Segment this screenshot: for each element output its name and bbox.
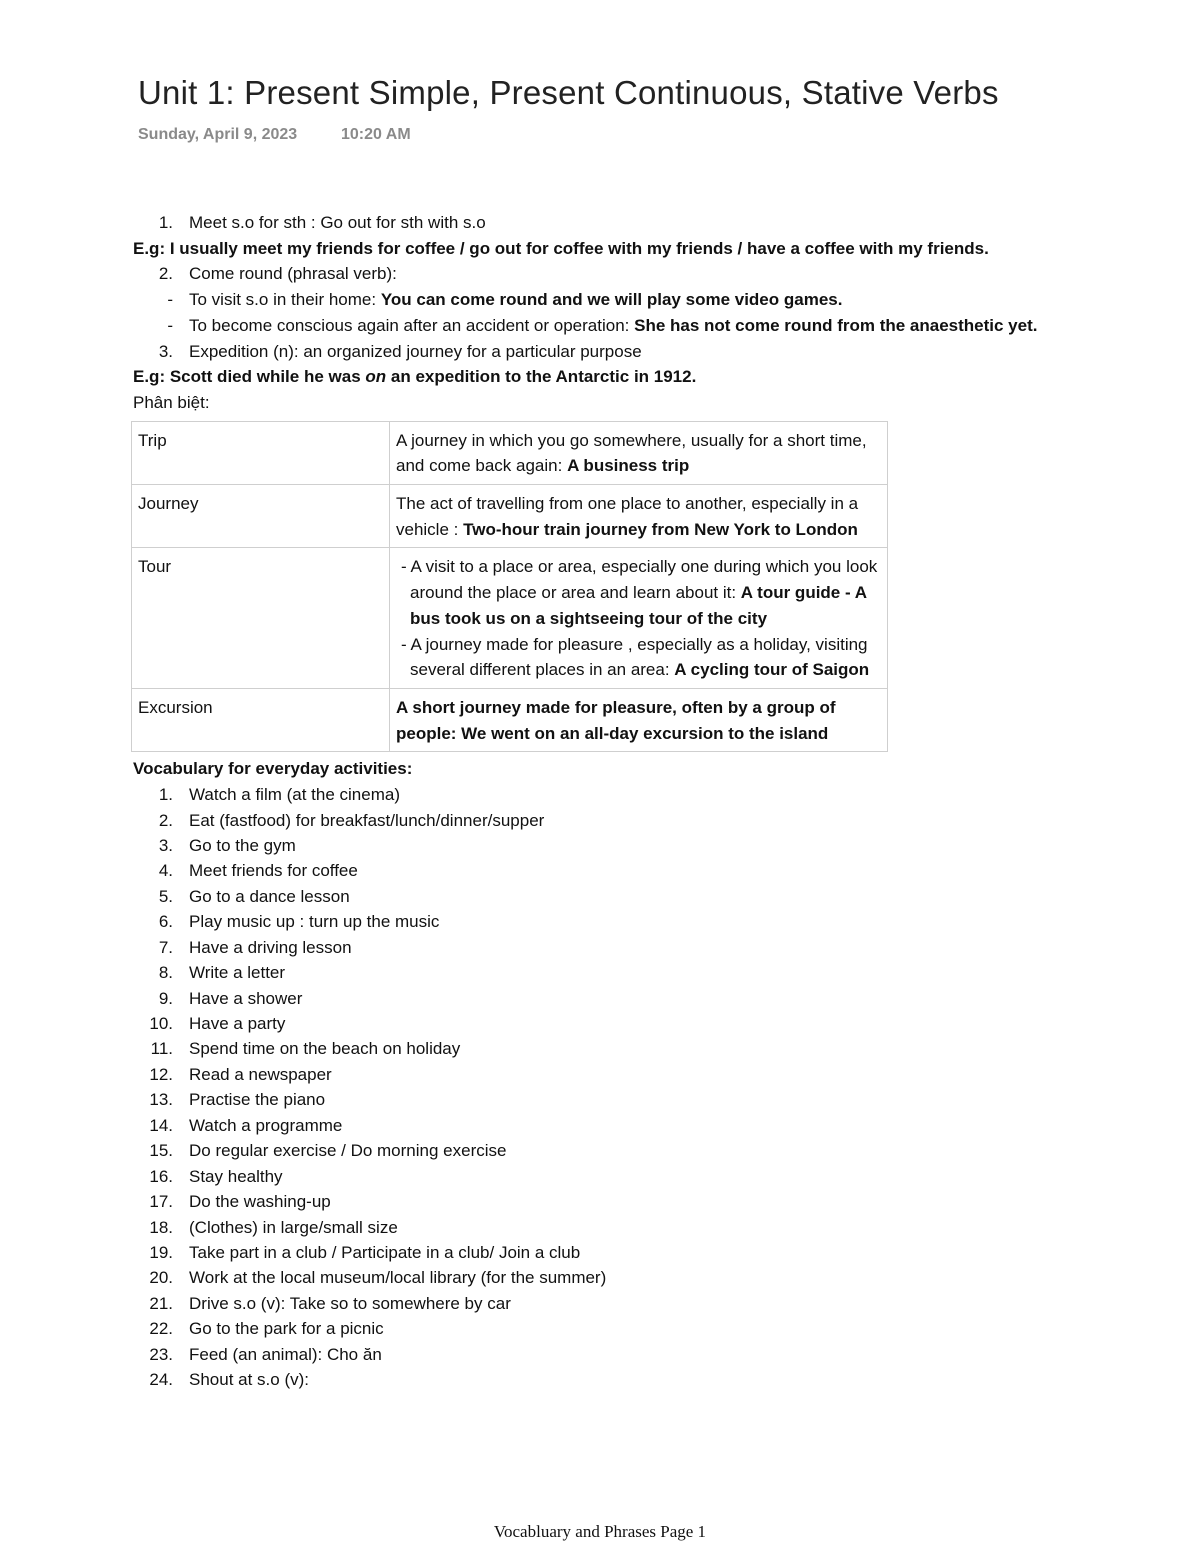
item-number: 6.	[158, 912, 173, 932]
definition-cell	[390, 421, 888, 484]
list-item	[133, 1011, 1163, 1036]
item-number: 16.	[149, 1166, 173, 1186]
item-number: 11.	[150, 1039, 173, 1059]
list-item	[133, 1367, 1163, 1392]
item-number: 7.	[158, 937, 173, 957]
item-text: (Clothes) in large/small size	[189, 1217, 398, 1237]
item-number: 2.	[158, 264, 173, 284]
item-text: Drive s.o (v): Take so to somewhere by car	[189, 1293, 511, 1313]
item-number: 22.	[149, 1319, 173, 1339]
term-cell: Trip	[132, 421, 390, 484]
item-number: 17.	[149, 1192, 173, 1212]
definition-text: A visit to a place or area, especially one during which you look around the place or area and learn about it:	[410, 557, 878, 603]
dash-bullet: -	[401, 557, 407, 577]
item-text: Write a letter	[189, 963, 286, 983]
item-text: Come round (phrasal verb):	[189, 264, 397, 284]
definition-text: The act of travelling from one place to another, especially in a vehicle :	[396, 494, 859, 539]
item-text: Eat (fastfood) for breakfast/lunch/dinner/supper	[189, 810, 545, 830]
item-text: Spend time on the beach on holiday	[189, 1039, 461, 1059]
table-row	[132, 688, 888, 751]
term-cell: Journey	[132, 485, 390, 548]
item-number: 3.	[158, 835, 173, 855]
list-item	[133, 261, 1163, 287]
list-item	[133, 1113, 1163, 1138]
list-item	[133, 1087, 1163, 1112]
item-number: 19.	[149, 1242, 173, 1262]
example-text: A tour guide - A bus took us on a sightseeing tour of the city	[410, 583, 867, 628]
item-number: 24.	[149, 1370, 173, 1390]
list-item	[133, 1316, 1163, 1341]
list-item	[133, 1164, 1163, 1189]
item-number: 5.	[158, 886, 173, 906]
example-text: You can come round and we will play some video games.	[380, 290, 843, 310]
example-text: A cycling tour of Saigon	[674, 660, 870, 680]
page-footer: Vocabluary and Phrases Page 1	[493, 1522, 707, 1541]
dash-bullet: -	[167, 290, 173, 310]
distinguish-label: Phân biệt:	[133, 392, 210, 412]
list-item	[133, 986, 1163, 1011]
item-text: Watch a programme	[189, 1115, 343, 1135]
list-item	[133, 909, 1163, 934]
item-text: Go to the gym	[189, 835, 296, 855]
item-number: 8.	[158, 963, 173, 983]
list-item	[133, 884, 1163, 909]
list-item	[133, 339, 1163, 365]
list-item	[133, 858, 1163, 883]
item-number: 9.	[158, 988, 173, 1008]
item-number: 4.	[158, 861, 173, 881]
item-text: Do the washing-up	[189, 1192, 331, 1212]
example-part: an expedition to the Antarctic in 1912.	[386, 367, 697, 387]
item-text: Stay healthy	[189, 1166, 283, 1186]
list-item	[133, 808, 1163, 833]
item-text: Go to the park for a picnic	[189, 1319, 384, 1339]
note-content	[133, 210, 1163, 1393]
item-text: Read a newspaper	[189, 1064, 332, 1084]
item-text: Feed (an animal): Cho ăn	[189, 1344, 382, 1364]
definition-bullet	[396, 554, 882, 631]
list-item	[133, 782, 1163, 807]
item-number: 15.	[149, 1141, 173, 1161]
item-number: 14.	[149, 1115, 173, 1135]
comparison-table	[131, 421, 888, 753]
example-sentence: E.g: I usually meet my friends for coffee / go out for coffee with my friends / have a coffee with my friends.	[133, 238, 989, 258]
definition-text: A journey made for pleasure , especially as a holiday, visiting several different places in an area:	[410, 634, 868, 680]
item-text: Have a driving lesson	[189, 937, 352, 957]
definition-text: A journey in which you go somewhere, usually for a short time, and come back again:	[396, 430, 867, 476]
item-text: Expedition (n): an organized journey for a particular purpose	[189, 341, 642, 361]
list-item	[133, 1291, 1163, 1316]
item-number: 20.	[149, 1268, 173, 1288]
item-text: Play music up : turn up the music	[189, 912, 440, 932]
list-item	[133, 1189, 1163, 1214]
item-number: 18.	[149, 1217, 173, 1237]
item-number: 2.	[158, 810, 173, 830]
item-text: Have a shower	[189, 988, 303, 1008]
item-text: Shout at s.o (v):	[189, 1370, 309, 1390]
example-sentence	[133, 364, 1163, 390]
item-number: 21.	[149, 1293, 173, 1313]
term-cell: Excursion	[132, 688, 390, 751]
item-number: 10.	[149, 1014, 173, 1033]
item-text: Work at the local museum/local library (for the summer)	[189, 1268, 607, 1288]
item-number: 3.	[158, 341, 173, 361]
item-text: Do regular exercise / Do morning exercise	[189, 1141, 507, 1161]
example-part: E.g: Scott died while he was	[133, 367, 366, 387]
page-date: Sunday, April 9, 2023	[138, 126, 298, 143]
list-item	[133, 1138, 1163, 1163]
item-number: 1.	[158, 213, 173, 232]
list-item	[133, 210, 1163, 236]
item-text: Watch a film (at the cinema)	[189, 785, 400, 805]
page-time: 10:20 AM	[341, 126, 411, 143]
definition-cell	[390, 548, 888, 689]
item-number: 23.	[149, 1344, 173, 1364]
definition-bullet	[396, 632, 882, 683]
list-item	[133, 1265, 1163, 1290]
dash-bullet: -	[401, 634, 407, 654]
list-item	[133, 1240, 1163, 1265]
page-title: Unit 1: Present Simple, Present Continuous, Stative Verbs	[138, 74, 999, 111]
dash-bullet: -	[167, 315, 173, 335]
item-number: 13.	[149, 1090, 173, 1110]
item-text: Take part in a club / Participate in a club/ Join a club	[189, 1242, 581, 1262]
item-text: Go to a dance lesson	[189, 886, 350, 906]
item-number: 12.	[149, 1064, 173, 1084]
table-row	[132, 485, 888, 548]
definition-cell	[390, 485, 888, 548]
list-item	[133, 1215, 1163, 1240]
list-item	[133, 1342, 1163, 1367]
example-emphasis: on	[365, 367, 387, 387]
table-row	[132, 548, 888, 689]
item-text: Practise the piano	[189, 1090, 326, 1110]
example-text: A business trip	[567, 456, 690, 476]
item-text: Meet s.o for sth : Go out for sth with s.o	[189, 213, 486, 232]
example-text: Two-hour train journey from New York to London	[463, 519, 858, 539]
vocab-list	[133, 782, 1163, 1393]
item-text: Meet friends for coffee	[189, 861, 358, 881]
vocab-heading: Vocabulary for everyday activities:	[133, 759, 413, 779]
term-cell: Tour	[132, 548, 390, 689]
definition-text: To become conscious again after an accident or operation:	[189, 315, 635, 335]
sub-item	[133, 313, 1163, 339]
list-item	[133, 833, 1163, 858]
page-meta	[138, 126, 411, 144]
list-item	[133, 960, 1163, 985]
table-row	[132, 421, 888, 484]
list-item	[133, 1062, 1163, 1087]
item-text: Have a party	[189, 1014, 286, 1033]
definition-text: To visit s.o in their home:	[189, 290, 381, 310]
definition-cell: A short journey made for pleasure, often by a group of people: We went on an all-day excursion to the island	[390, 688, 888, 751]
item-number: 1.	[158, 785, 173, 805]
sub-item	[133, 287, 1163, 313]
list-item	[133, 935, 1163, 960]
example-text: She has not come round from the anaesthetic yet.	[634, 315, 1038, 335]
list-item	[133, 1036, 1163, 1061]
